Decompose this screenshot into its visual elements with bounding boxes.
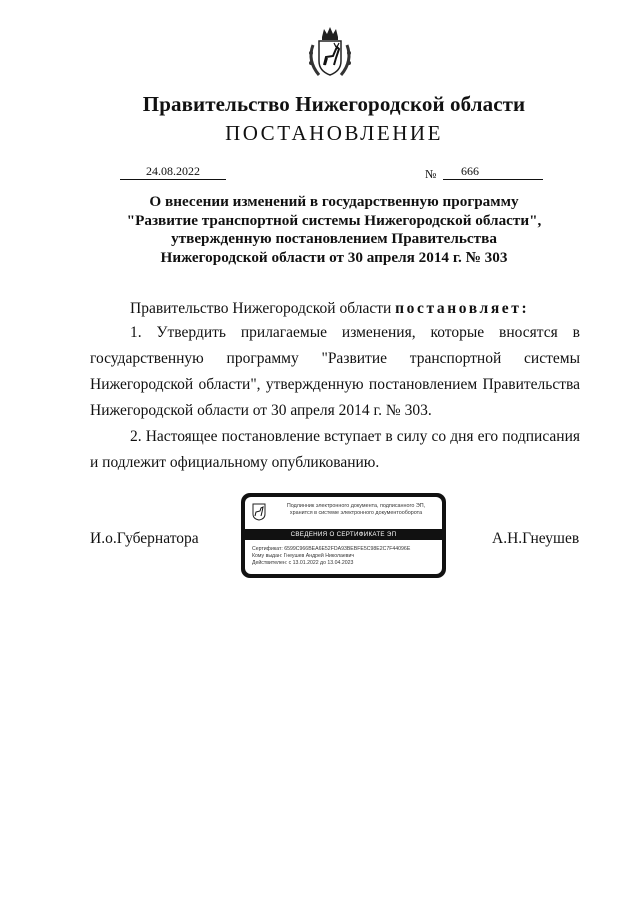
document-type: ПОСТАНОВЛЕНИЕ [225,121,443,145]
heading-line: утвержденную постановлением Правительства [171,230,497,247]
electronic-signature-stamp [241,493,446,578]
heading-line: Нижегородской области от 30 апреля 2014 г. № 303 [160,248,508,266]
signatory-name: А.Н.Гнеушев [492,530,580,547]
number-sign: № [425,167,437,181]
signatory-position: И.о.Губернатора [90,530,199,547]
heading-line: "Развитие транспортной системы Нижегородской области", [126,211,542,229]
stamp-issued-to: Кому выдан: Гнеушев Андрей Николаевич [252,552,355,559]
coat-of-arms-emblem [303,25,357,79]
stamp-note-line: хранится в системе электронного документооборота [289,510,423,516]
stamp-certificate: Сертификат: 6599C966BEA6E52FDA93BEBFE5C98E2C7F44096E [252,546,411,552]
document-number: 666 [443,164,543,180]
paragraph-item-2: 2. Настоящее постановление вступает в силу со дня его подписания и подлежит официальному опубликованию. [90,428,580,471]
preamble-action: постановляет: [395,300,530,317]
document-heading [0,193,640,267]
preamble-prefix: Правительство Нижегородской области [130,300,392,317]
stamp-emblem-icon [252,503,266,521]
stamp-title: СВЕДЕНИЯ О СЕРТИФИКАТЕ ЭП [245,529,442,540]
stamp-note [271,503,441,517]
paragraph-item-1: 1. Утвердить прилагаемые изменения, которые вносятся в государственную программу "Развитие транспортной системы Нижегородской области", утвержденную постановлением Правительства Нижегородской области от 30 апреля 2014 г. № 303. [90,324,580,419]
stamp-details [252,546,442,566]
preamble [90,296,580,322]
heading-line: О внесении изменений в государственную программу [149,193,519,210]
stamp-note-line: Подлинник электронного документа, подписанного ЭП, [286,503,426,509]
government-title: Правительство Нижегородской области [142,92,526,116]
stamp-validity: Действителен: с 13.01.2022 до 13.04.2023 [252,559,354,566]
document-date: 24.08.2022 [120,164,226,180]
